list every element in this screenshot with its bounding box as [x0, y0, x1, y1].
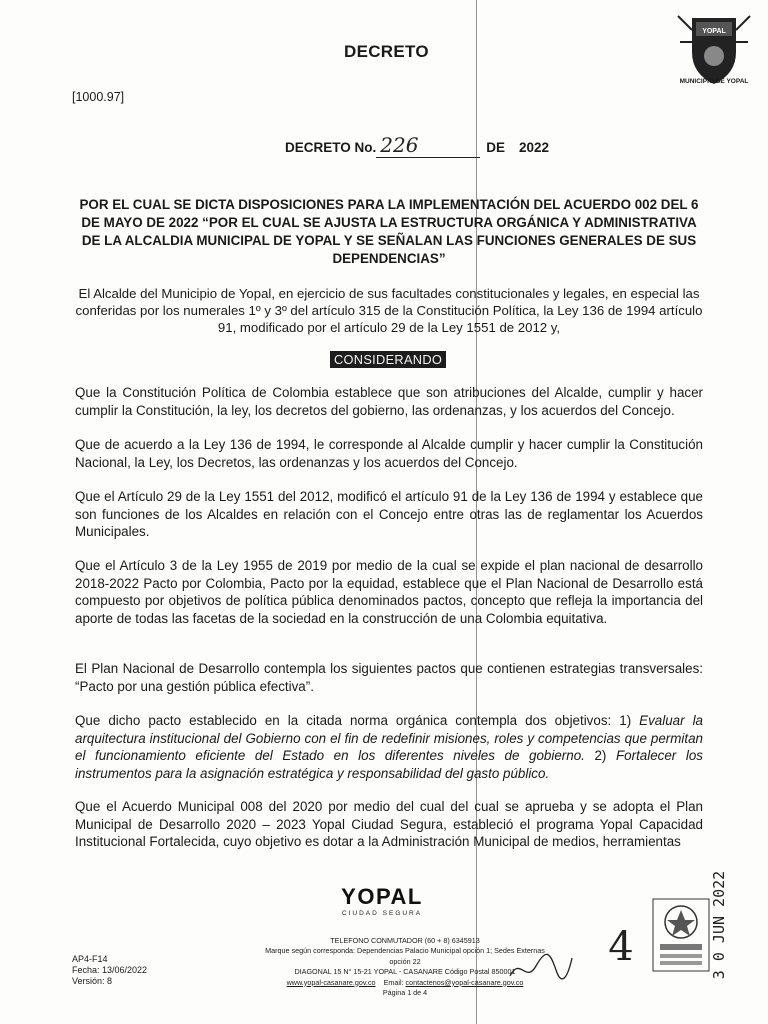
- decree-year: 2022: [519, 140, 550, 155]
- intro-paragraph: El Alcalde del Municipio de Yopal, en ejercicio de sus facultades constitucionales y legales, en especial las conferidas por los numerales 1º y 3º del artículo 315 de la Constitución Política, la Ley 136 de 1994 artículo 91, modificado por el artículo 29 de la Ley 1551 de 2012 y,: [75, 286, 703, 335]
- document-metadata: [72, 954, 147, 987]
- municipal-seal-icon: [670, 12, 758, 88]
- document-title: DECRETO: [344, 42, 429, 61]
- signature-icon: [506, 946, 576, 986]
- svg-text:3 0 JUN 2022: 3 0 JUN 2022: [710, 870, 728, 980]
- decree-label: DECRETO No.: [285, 140, 377, 155]
- seal-caption: MUNICIPIO DE YOPAL: [679, 78, 749, 85]
- document-code: [1000.97]: [72, 90, 125, 104]
- decree-number-line: [285, 133, 549, 158]
- footer-page-number: Página 1 de 4: [382, 988, 428, 998]
- paragraph-6-mid: 2): [584, 748, 616, 763]
- decree-number: 226: [376, 133, 480, 158]
- paragraph-6: [75, 712, 703, 782]
- paragraph-6-objective-2: Fortalecer los instrumentos para la asignación estratégica y responsabilidad del gasto público.: [75, 748, 703, 781]
- paragraph-3: Que el Artículo 29 de la Ley 1551 del 2012, modificó el artículo 91 de la Ley 136 de 1994 y establece que son funciones de los Alcaldes en relación con el Concejo entre otras las de reglamentar los Acuerdos Municipales.: [75, 489, 703, 539]
- form-version: Versión: 8: [72, 976, 113, 986]
- paragraph-5: El Plan Nacional de Desarrollo contempla los siguientes pactos que contienen estrategias transversales: “Pacto por una gestión pública efectiva”.: [75, 661, 703, 694]
- paragraph-1: Que la Constitución Política de Colombia establece que son atribuciones del Alcalde, cumplir y hacer cumplir la Constitución, la ley, los decretos del gobierno, las ordenanzas, y los acuerdos del Concejo.: [75, 385, 703, 418]
- footer-phone: TELEFONO CONMUTADOR (60 + 8) 6345913: [330, 936, 480, 945]
- footer-email-label: Email:: [383, 977, 404, 987]
- footer-email-link[interactable]: contactenos@yopal-casanare.gov.co: [405, 977, 524, 987]
- considerando-label: CONSIDERANDO: [330, 351, 446, 368]
- form-date: Fecha: 13/06/2022: [72, 965, 148, 975]
- footer-website-link[interactable]: www.yopal-casanare.gov.co: [286, 977, 376, 987]
- footer-logo-text: YOPAL: [341, 884, 423, 909]
- form-code: AP4-F14: [72, 954, 108, 964]
- svg-text:YOPAL: YOPAL: [702, 28, 726, 35]
- svg-text:4: 4: [608, 924, 634, 970]
- footer-logo-subtitle: CIUDAD SEGURA: [341, 910, 423, 917]
- certification-seal-icon: [652, 898, 710, 972]
- footer-address: DIAGONAL 15 N° 15-21 YOPAL - CASANARE Código Postal 850001: [294, 967, 516, 977]
- received-date-stamp: [712, 860, 736, 990]
- footer-logo: [332, 884, 432, 917]
- paragraph-6-lead: Que dicho pacto establecido en la citada norma orgánica contempla dos objetivos: 1): [75, 713, 640, 728]
- footer-dial-options: Marque según corresponda: Dependencias Palacio Municipal opción 1; Sedes Externas opción 22: [265, 946, 545, 966]
- paragraph-7: Que el Acuerdo Municipal 008 del 2020 por medio del cual del cual se aprueba y se adopta el Plan Municipal de Desarrollo 2020 – 2023 Yopal Ciudad Segura, estableció el programa Yopal Capacidad Institucional Fortalecida, cuyo objetivo es dotar a la Administración Municipal de medios, herramientas: [75, 799, 703, 849]
- paragraph-2: Que de acuerdo a la Ley 136 de 1994, le corresponde al Alcalde cumplir y hacer cumplir la Constitución Nacional, la Ley, los Decretos, las ordenanzas y los acuerdos del Concejo.: [75, 437, 703, 470]
- decree-de: DE: [486, 140, 506, 155]
- paragraph-6-objective-1: Evaluar la arquitectura institucional del Gobierno con el fin de redefinir misiones, roles y competencias que permitan el funcionamiento eficiente del Estado en los diferentes niveles de gobierno.: [75, 713, 704, 763]
- decree-heading: POR EL CUAL SE DICTA DISPOSICIONES PARA LA IMPLEMENTACIÓN DEL ACUERDO 002 DEL 6 DE MAYO DE 2022 “POR EL CUAL SE AJUSTA LA ESTRUCTURA ORGÁNICA Y ADMINISTRATIVA DE LA ALCALDIA MUNICIPAL DE YOPAL Y SE SEÑALAN LAS FUNCIONES GENERALES DE SUS DEPENDENCIAS”: [79, 197, 699, 266]
- handwritten-mark: [606, 918, 636, 974]
- paragraph-4: Que el Artículo 3 de la Ley 1955 de 2019 por medio de la cual se expide el plan nacional de desarrollo 2018-2022 Pacto por Colombia, Pacto por la equidad, establece que el Plan Nacional de Desarrollo está compuesto por objetivos de política pública denominados pactos, concepto que refleja la importancia del aporte de todas las facetas de la sociedad en la construcción de una Colombia equitativa.: [75, 558, 703, 626]
